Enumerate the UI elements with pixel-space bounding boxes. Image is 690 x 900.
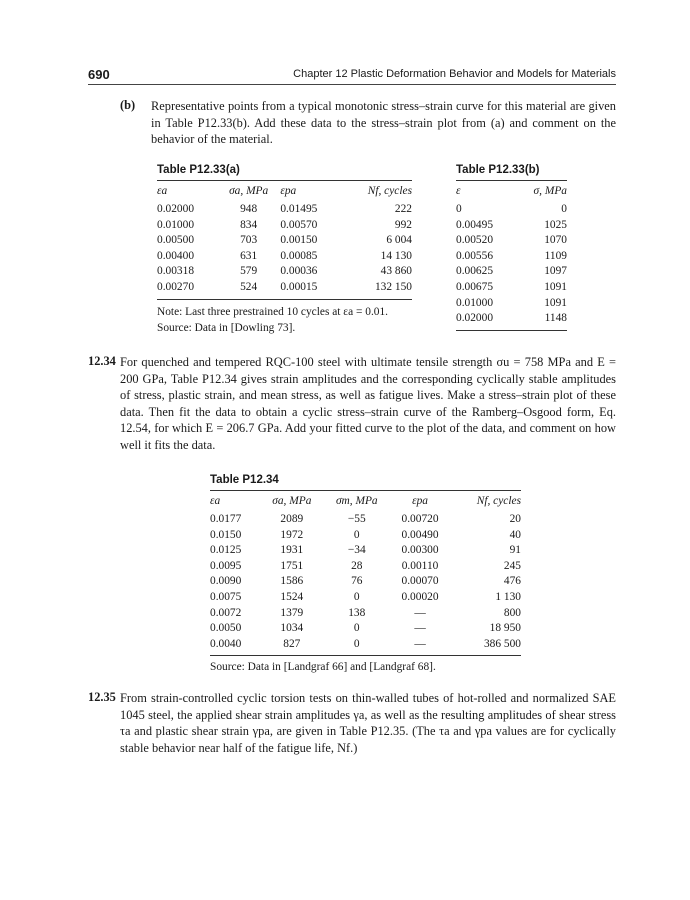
table-cell: 948 (240, 203, 258, 215)
problem-number: 12.35 (88, 690, 116, 704)
column-header: ε (456, 185, 461, 197)
table-cell: 0.00110 (401, 559, 439, 572)
table-row (210, 590, 521, 606)
table-cell: 992 (394, 218, 412, 231)
table-cell: 0 (353, 528, 360, 541)
table-cell: −34 (347, 544, 366, 557)
table-cell: 0 (456, 203, 462, 215)
table-cell: 0.0125 (210, 544, 242, 557)
table-row (210, 574, 521, 590)
table-cell: 0 (353, 590, 360, 603)
table-row (210, 528, 521, 544)
table-cell: 1025 (544, 218, 567, 231)
table-cell: 40 (509, 528, 521, 541)
table-cell: 0.02000 (157, 203, 195, 215)
table-cell: 1524 (280, 590, 304, 603)
table-cell: 91 (509, 544, 521, 557)
table-title: Table P12.34 (210, 474, 279, 486)
running-header (88, 67, 616, 85)
table-p12-33b (456, 164, 567, 331)
table-cell: 0.0150 (210, 528, 242, 541)
part-b-label: (b) (120, 98, 136, 112)
table-cell: 0.0072 (210, 606, 242, 619)
table-title: Table P12.33(a) (157, 164, 240, 176)
table-p12-34 (210, 474, 521, 675)
table-cell: 476 (503, 575, 521, 588)
table-row (210, 559, 521, 575)
table-cell: 6 004 (386, 234, 412, 247)
table-cell: 1091 (544, 296, 567, 309)
table-cell: 0.00070 (401, 575, 439, 588)
table-cell: 0.02000 (456, 312, 494, 325)
table-cell: 579 (240, 265, 258, 278)
table-cell: 132 150 (374, 280, 412, 293)
table-cell: 28 (351, 559, 363, 572)
table-cell: 0.00495 (456, 218, 494, 231)
column-header: Nf, cycles (476, 495, 521, 507)
column-header: σa, MPa (272, 495, 312, 507)
column-header: σa, MPa (229, 185, 269, 197)
table-cell: 0.00720 (401, 513, 439, 525)
table-cell: 1148 (544, 312, 567, 325)
table-cell: 0.0177 (210, 513, 242, 525)
table-cell: 0.0040 (210, 637, 242, 650)
table-cell: 827 (283, 637, 301, 650)
table-cell: 1109 (544, 249, 567, 262)
table-row (210, 512, 521, 528)
table-row (157, 218, 412, 234)
table-cell: 0.00570 (280, 218, 318, 231)
table-p12-33a (157, 164, 412, 336)
table-cell: 1751 (280, 559, 304, 572)
table-cell: 834 (240, 218, 258, 231)
table-cell: 0.00556 (456, 249, 494, 262)
table-row (456, 202, 567, 218)
table-cell: 0.01000 (456, 296, 494, 309)
table-cell: 0.0090 (210, 575, 242, 588)
table-row (157, 233, 412, 249)
table-cell: 0.00400 (157, 249, 195, 262)
table-cell: 0.00318 (157, 265, 195, 278)
table-row (210, 637, 521, 656)
table-cell: −55 (347, 513, 366, 525)
table-cell: 0.0075 (210, 590, 242, 603)
problem-text: From strain-controlled cyclic torsion tests on thin-walled tubes of hot-rolled and normalized SAE 1045 steel, the applied shear strain amplitudes γa, as well as the resulting amplitudes of shear stress τa and plastic shear strain γpa, are given in Table P12.35. (The τa and γpa values are for cyclically stable behavior near half of the fatigue life, Nf.) (120, 691, 616, 755)
column-header: εpa (280, 185, 297, 197)
table-cell: 1931 (280, 544, 304, 557)
table-cell: 524 (240, 280, 258, 293)
table-cell: 0.00150 (280, 234, 318, 247)
column-header: Nf, cycles (367, 185, 412, 197)
chapter-title: Chapter 12 Plastic Deformation Behavior and Models for Materials (293, 68, 616, 80)
column-header: εa (210, 495, 221, 507)
column-header: σ, MPa (533, 185, 567, 197)
part-b-text: Representative points from a typical monotonic stress–strain curve for this material are given in Table P12.33(b). Add these data to the stress–strain plot from (a) and comment on the behavior of the material. (151, 99, 616, 147)
table-cell: 0.00300 (401, 544, 439, 557)
table-cell: 0.00500 (157, 234, 195, 247)
table-cell: 138 (348, 606, 366, 619)
table-row (456, 233, 567, 249)
table-cell: 1379 (280, 606, 304, 619)
table-cell: 1070 (544, 234, 567, 247)
table-cell: 0.00625 (456, 265, 494, 278)
table-cell: 2089 (280, 513, 304, 525)
column-header: εpa (412, 495, 428, 507)
table-cell: — (414, 622, 426, 635)
table-row (456, 311, 567, 330)
table-row (456, 280, 567, 296)
table-row (157, 249, 412, 265)
table-cell: 800 (503, 606, 521, 619)
table-cell: 14 130 (380, 249, 412, 262)
table-cell: 0 (353, 637, 360, 650)
table-cell: 0.00085 (280, 249, 318, 262)
problem-text: For quenched and tempered RQC-100 steel with ultimate tensile strength σu = 758 MPa and E = 200 GPa, Table P12.34 gives strain amplitudes and the corresponding cyclically stable amplitudes of stress, plastic strain, and mean stress, as well as fatigue lives. Make a stress–strain plot of these data. Then fit the data to obtain a cyclic stress–strain curve of the Ramberg–Osgood form, Eq. 12.54, for which E = 206.7 GPa. Add your fitted curve to the plot of the data, and comment on how well it fits the data. (120, 355, 616, 452)
table-row (210, 606, 521, 622)
table-cell: 76 (351, 575, 363, 588)
table-cell: 1586 (280, 575, 304, 588)
table-row (456, 249, 567, 265)
table-row (157, 280, 412, 299)
table-cell: 1972 (280, 528, 304, 541)
table-cell: 43 860 (380, 265, 412, 278)
table-cell: 0.00036 (280, 265, 318, 278)
table-cell: 703 (240, 234, 258, 247)
problem-number: 12.34 (88, 354, 116, 368)
table-cell: 0.00520 (456, 234, 494, 247)
table-cell: 0.00675 (456, 280, 494, 293)
table-cell: 0.0095 (210, 559, 242, 572)
table-cell: 0.00490 (401, 528, 439, 541)
table-cell: 0.00270 (157, 280, 195, 293)
table-title: Table P12.33(b) (456, 164, 540, 176)
table-cell: 245 (503, 559, 521, 572)
table-cell: 1034 (280, 622, 304, 635)
page-number: 690 (88, 67, 110, 82)
table-row (210, 621, 521, 637)
table-cell: 0 (561, 203, 567, 215)
table-cell: 1091 (544, 280, 567, 293)
table-row (210, 543, 521, 559)
table-cell: 0 (353, 622, 360, 635)
table-row (456, 296, 567, 312)
table-cell: — (414, 606, 426, 619)
table-row (157, 202, 412, 218)
table-source: Source: Data in [Landgraf 66] and [Landgraf 68]. (210, 661, 436, 674)
table-note: Note: Last three prestrained 10 cycles at εa = 0.01. (157, 305, 389, 318)
table-row (456, 264, 567, 280)
table-cell: 1 130 (495, 590, 521, 603)
table-cell: — (414, 637, 426, 650)
table-cell: 0.0050 (210, 622, 242, 635)
table-source: Source: Data in [Dowling 73]. (157, 321, 296, 334)
table-row (456, 218, 567, 234)
table-cell: 0.01000 (157, 218, 195, 231)
table-row (157, 264, 412, 280)
table-cell: 1097 (544, 265, 567, 278)
table-cell: 0.00015 (280, 280, 318, 293)
table-cell: 386 500 (483, 637, 521, 650)
table-cell: 20 (509, 513, 521, 525)
table-cell: 0.01495 (280, 203, 318, 215)
table-cell: 222 (394, 203, 412, 215)
column-header: εa (157, 185, 168, 197)
table-cell: 631 (240, 249, 258, 262)
table-cell: 18 950 (489, 622, 521, 635)
table-cell: 0.00020 (401, 590, 439, 603)
column-header: σm, MPa (335, 495, 378, 507)
